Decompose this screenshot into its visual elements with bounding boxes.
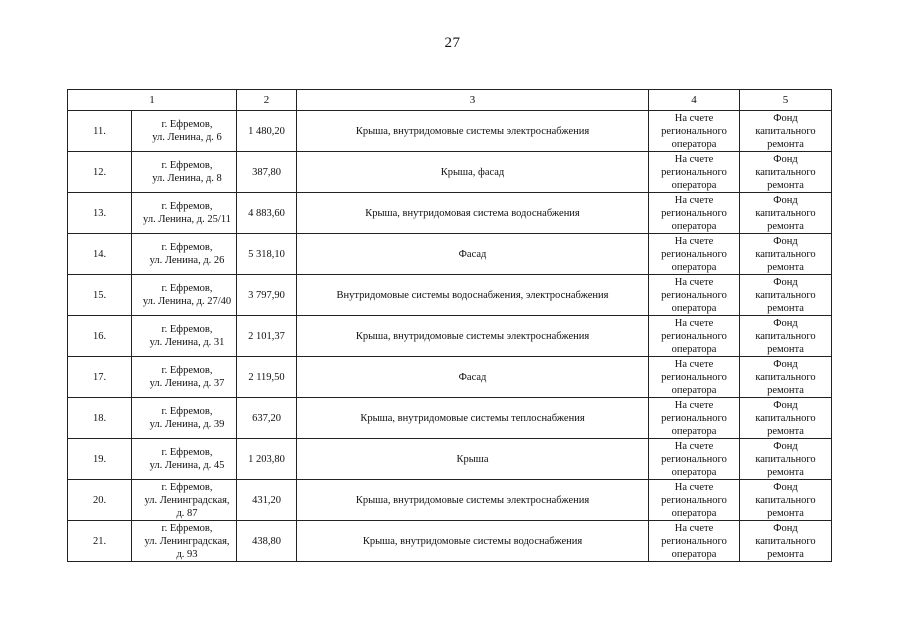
table-row xyxy=(68,193,832,234)
row-number: 21. xyxy=(68,521,132,562)
area-cell: 431,20 xyxy=(237,480,297,521)
fund-cell xyxy=(740,480,832,521)
row-number: 12. xyxy=(68,152,132,193)
works-cell: Крыша, внутридомовые системы электроснабжения xyxy=(297,316,649,357)
address-cell xyxy=(132,480,237,521)
account-cell xyxy=(649,480,740,521)
account-line: оператора xyxy=(671,507,717,519)
account-line: оператора xyxy=(671,425,717,437)
account-line: оператора xyxy=(671,220,717,232)
fund-line: ремонта xyxy=(767,261,804,273)
address-line: г. Ефремов, xyxy=(161,160,213,171)
fund-line: Фонд xyxy=(773,194,798,206)
table-row xyxy=(68,357,832,398)
address-line: ул. Ленина, д. 39 xyxy=(149,419,225,430)
account-line: оператора xyxy=(671,261,717,273)
address-line: ул. Ленина, д. 45 xyxy=(149,460,225,471)
address-line: г. Ефремов, xyxy=(161,242,213,253)
account-line: оператора xyxy=(671,179,717,191)
address-line: г. Ефремов, xyxy=(161,522,213,534)
address-line: ул. Ленина, д. 26 xyxy=(149,255,225,266)
fund-cell xyxy=(740,439,832,480)
fund-line: ремонта xyxy=(767,138,804,150)
account-line: На счете xyxy=(674,440,714,452)
fund-cell xyxy=(740,316,832,357)
fund-line: ремонта xyxy=(767,302,804,314)
address-line: г. Ефремов, xyxy=(161,365,213,376)
row-number: 11. xyxy=(68,111,132,152)
account-line: регионального xyxy=(661,330,727,342)
fund-line: Фонд xyxy=(773,399,798,411)
works-cell: Фасад xyxy=(297,234,649,275)
page-number: 27 xyxy=(444,35,461,51)
fund-cell xyxy=(740,152,832,193)
fund-line: капитального xyxy=(755,330,816,342)
account-line: регионального xyxy=(661,166,727,178)
fund-line: капитального xyxy=(755,166,816,178)
account-cell xyxy=(649,521,740,562)
address-cell xyxy=(132,316,237,357)
account-line: На счете xyxy=(674,481,714,493)
header-col-3: 3 xyxy=(297,90,649,111)
table-row xyxy=(68,439,832,480)
fund-line: капитального xyxy=(755,412,816,424)
account-line: оператора xyxy=(671,466,717,478)
works-cell: Крыша, внутридомовые системы водоснабжения xyxy=(297,521,649,562)
fund-line: капитального xyxy=(755,535,816,547)
account-line: На счете xyxy=(674,235,714,247)
account-line: регионального xyxy=(661,535,727,547)
address-cell xyxy=(132,275,237,316)
works-cell: Внутридомовые системы водоснабжения, электроснабжения xyxy=(297,275,649,316)
fund-line: капитального xyxy=(755,453,816,465)
address-cell xyxy=(132,357,237,398)
fund-line: капитального xyxy=(755,494,816,506)
fund-line: Фонд xyxy=(773,112,798,124)
fund-cell xyxy=(740,111,832,152)
row-number: 13. xyxy=(68,193,132,234)
address-cell xyxy=(132,398,237,439)
area-cell: 1 480,20 xyxy=(237,111,297,152)
row-number: 18. xyxy=(68,398,132,439)
row-number: 15. xyxy=(68,275,132,316)
fund-line: капитального xyxy=(755,125,816,137)
address-line: г. Ефремов, xyxy=(161,119,213,130)
address-line: г. Ефремов, xyxy=(161,406,213,417)
account-line: На счете xyxy=(674,194,714,206)
account-cell xyxy=(649,398,740,439)
address-line: ул. Ленина, д. 8 xyxy=(152,173,222,184)
account-line: регионального xyxy=(661,494,727,506)
account-cell xyxy=(649,111,740,152)
fund-line: капитального xyxy=(755,248,816,260)
table-row xyxy=(68,152,832,193)
fund-cell xyxy=(740,521,832,562)
fund-cell xyxy=(740,193,832,234)
fund-cell xyxy=(740,275,832,316)
account-line: регионального xyxy=(661,412,727,424)
works-cell: Крыша, внутридомовые системы электроснабжения xyxy=(297,111,649,152)
address-cell xyxy=(132,111,237,152)
fund-line: ремонта xyxy=(767,548,804,560)
works-cell: Фасад xyxy=(297,357,649,398)
fund-line: Фонд xyxy=(773,522,798,534)
account-line: оператора xyxy=(671,548,717,560)
account-line: регионального xyxy=(661,248,727,260)
address-line: ул. Ленинградская, xyxy=(144,494,230,506)
repair-program-table xyxy=(67,89,832,562)
works-cell: Крыша, фасад xyxy=(297,152,649,193)
fund-cell xyxy=(740,398,832,439)
fund-cell xyxy=(740,234,832,275)
address-line: г. Ефремов, xyxy=(161,447,213,458)
works-cell: Крыша, внутридомовые системы теплоснабжения xyxy=(297,398,649,439)
account-line: На счете xyxy=(674,317,714,329)
table-header-row xyxy=(68,90,832,111)
table-row xyxy=(68,398,832,439)
fund-line: ремонта xyxy=(767,179,804,191)
account-line: оператора xyxy=(671,302,717,314)
works-cell: Крыша, внутридомовая система водоснабжения xyxy=(297,193,649,234)
fund-line: ремонта xyxy=(767,343,804,355)
area-cell: 5 318,10 xyxy=(237,234,297,275)
row-number: 17. xyxy=(68,357,132,398)
fund-line: Фонд xyxy=(773,153,798,165)
table-row xyxy=(68,316,832,357)
fund-line: ремонта xyxy=(767,384,804,396)
address-line: ул. Ленина, д. 37 xyxy=(149,378,225,389)
row-number: 14. xyxy=(68,234,132,275)
address-line: ул. Ленина, д. 31 xyxy=(149,337,225,348)
address-line: ул. Ленина, д. 27/40 xyxy=(142,296,232,307)
fund-line: капитального xyxy=(755,371,816,383)
area-cell: 3 797,90 xyxy=(237,275,297,316)
header-col-2: 2 xyxy=(237,90,297,111)
row-number: 19. xyxy=(68,439,132,480)
account-line: регионального xyxy=(661,207,727,219)
account-cell xyxy=(649,152,740,193)
account-cell xyxy=(649,193,740,234)
account-cell xyxy=(649,275,740,316)
table-row xyxy=(68,521,832,562)
account-line: оператора xyxy=(671,384,717,396)
table-row xyxy=(68,111,832,152)
address-line: д. 93 xyxy=(176,548,198,560)
address-line: г. Ефремов, xyxy=(161,201,213,212)
header-col-4: 4 xyxy=(649,90,740,111)
fund-line: капитального xyxy=(755,289,816,301)
works-cell: Крыша, внутридомовые системы электроснабжения xyxy=(297,480,649,521)
address-line: ул. Ленина, д. 25/11 xyxy=(143,214,231,225)
fund-line: Фонд xyxy=(773,481,798,493)
table-body xyxy=(68,111,832,562)
account-line: регионального xyxy=(661,125,727,137)
fund-line: капитального xyxy=(755,207,816,219)
account-line: регионального xyxy=(661,453,727,465)
address-line: д. 87 xyxy=(176,507,198,519)
account-cell xyxy=(649,357,740,398)
address-cell xyxy=(132,234,237,275)
fund-line: Фонд xyxy=(773,358,798,370)
works-cell: Крыша xyxy=(297,439,649,480)
account-line: регионального xyxy=(661,371,727,383)
account-line: оператора xyxy=(671,138,717,150)
area-cell: 1 203,80 xyxy=(237,439,297,480)
account-line: На счете xyxy=(674,522,714,534)
fund-cell xyxy=(740,357,832,398)
fund-line: Фонд xyxy=(773,235,798,247)
table-row xyxy=(68,480,832,521)
area-cell: 2 101,37 xyxy=(237,316,297,357)
address-cell xyxy=(132,152,237,193)
area-cell: 387,80 xyxy=(237,152,297,193)
address-line: ул. Ленина, д. 6 xyxy=(152,132,222,143)
area-cell: 637,20 xyxy=(237,398,297,439)
account-cell xyxy=(649,316,740,357)
fund-line: Фонд xyxy=(773,317,798,329)
table-row xyxy=(68,275,832,316)
account-line: На счете xyxy=(674,358,714,370)
address-cell xyxy=(132,521,237,562)
account-cell xyxy=(649,439,740,480)
fund-line: Фонд xyxy=(773,440,798,452)
address-cell xyxy=(132,439,237,480)
fund-line: ремонта xyxy=(767,425,804,437)
fund-line: Фонд xyxy=(773,276,798,288)
fund-line: ремонта xyxy=(767,466,804,478)
address-line: ул. Ленинградская, xyxy=(144,535,230,547)
account-line: На счете xyxy=(674,153,714,165)
account-line: На счете xyxy=(674,399,714,411)
account-cell xyxy=(649,234,740,275)
account-line: На счете xyxy=(674,112,714,124)
address-line: г. Ефремов, xyxy=(161,324,213,335)
address-line: г. Ефремов, xyxy=(161,481,213,493)
account-line: На счете xyxy=(674,276,714,288)
row-number: 20. xyxy=(68,480,132,521)
header-col-5: 5 xyxy=(740,90,832,111)
account-line: регионального xyxy=(661,289,727,301)
area-cell: 438,80 xyxy=(237,521,297,562)
address-cell xyxy=(132,193,237,234)
area-cell: 4 883,60 xyxy=(237,193,297,234)
header-col-1: 1 xyxy=(68,90,237,111)
fund-line: ремонта xyxy=(767,220,804,232)
table-row xyxy=(68,234,832,275)
address-line: г. Ефремов, xyxy=(161,283,213,294)
row-number: 16. xyxy=(68,316,132,357)
account-line: оператора xyxy=(671,343,717,355)
area-cell: 2 119,50 xyxy=(237,357,297,398)
fund-line: ремонта xyxy=(767,507,804,519)
